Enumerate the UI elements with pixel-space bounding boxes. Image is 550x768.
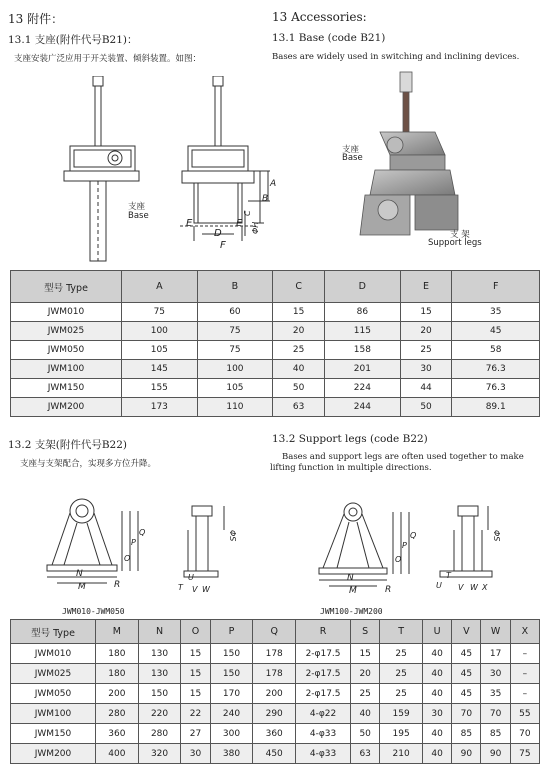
table-row bbox=[11, 322, 540, 341]
cell: 4-φ22 bbox=[296, 704, 351, 724]
cell: 75 bbox=[197, 322, 273, 341]
description-cn: 支座安装广泛应用于开关装置、倾斜装置。如图： bbox=[14, 54, 202, 64]
header-m: M bbox=[96, 620, 139, 644]
table-row bbox=[11, 704, 540, 724]
support-legs-dimension-table bbox=[10, 619, 540, 764]
legs-small-front-drawing bbox=[42, 495, 152, 590]
cell-type: JWM025 bbox=[11, 322, 122, 341]
base-dimension-table bbox=[10, 270, 540, 417]
dim-q2-label: Q bbox=[410, 531, 417, 540]
cell: 40 bbox=[422, 644, 451, 664]
cell: 15 bbox=[400, 303, 452, 322]
header-n: N bbox=[138, 620, 181, 644]
table-row bbox=[11, 724, 540, 744]
dim-u2-label: U bbox=[436, 581, 442, 590]
cell: 60 bbox=[197, 303, 273, 322]
cell: – bbox=[510, 684, 539, 704]
cell-type: JWM010 bbox=[11, 644, 96, 664]
dim-m-label: M bbox=[78, 582, 86, 590]
cell: 40 bbox=[422, 724, 451, 744]
header-d: D bbox=[325, 271, 401, 303]
section-title-cn: 13 附件： bbox=[8, 12, 64, 26]
cell: 15 bbox=[181, 664, 210, 684]
cell: 30 bbox=[181, 744, 210, 764]
cell-type: JWM100 bbox=[11, 704, 96, 724]
cell: 25 bbox=[400, 341, 452, 360]
cell: 180 bbox=[96, 644, 139, 664]
cell: 201 bbox=[325, 360, 401, 379]
cell: 320 bbox=[138, 744, 181, 764]
cell: 40 bbox=[422, 684, 451, 704]
cell: 30 bbox=[481, 664, 510, 684]
table-row bbox=[11, 360, 540, 379]
cell: 45 bbox=[452, 664, 481, 684]
cell: 280 bbox=[96, 704, 139, 724]
cell: 25 bbox=[351, 684, 380, 704]
cell: 27 bbox=[181, 724, 210, 744]
cell: 50 bbox=[273, 379, 325, 398]
cell: 50 bbox=[400, 398, 452, 417]
cell: 89.1 bbox=[452, 398, 540, 417]
base-label-cn: 支座 bbox=[128, 202, 146, 212]
cell: – bbox=[510, 664, 539, 684]
dim-q-label: Q bbox=[139, 528, 146, 537]
cell: 20 bbox=[351, 664, 380, 684]
dim-n-label: N bbox=[76, 569, 83, 579]
cell: 173 bbox=[122, 398, 198, 417]
legs-small-side-drawing bbox=[178, 500, 248, 595]
caption-small-models: JWM010-JWM050 bbox=[62, 607, 125, 616]
cell: 360 bbox=[253, 724, 296, 744]
cell: 90 bbox=[452, 744, 481, 764]
cell: 15 bbox=[181, 644, 210, 664]
cell: 224 bbox=[325, 379, 401, 398]
dim-s2-label: ΦS bbox=[492, 530, 501, 542]
table-row bbox=[11, 303, 540, 322]
dim-w2-label: W bbox=[470, 583, 478, 592]
cell: 63 bbox=[273, 398, 325, 417]
dim-d-label: D bbox=[214, 228, 222, 239]
table-row bbox=[11, 379, 540, 398]
cell: 300 bbox=[210, 724, 253, 744]
base-3d-label-en: Base bbox=[342, 153, 363, 163]
cell: 50 bbox=[351, 724, 380, 744]
table-row bbox=[11, 744, 540, 764]
cell-type: JWM050 bbox=[11, 684, 96, 704]
header-f: F bbox=[452, 271, 540, 303]
cell: 17 bbox=[481, 644, 510, 664]
cell: 2-φ17.5 bbox=[296, 664, 351, 684]
cell: 360 bbox=[96, 724, 139, 744]
base-label-en: Base bbox=[128, 211, 149, 221]
cell: 75 bbox=[197, 341, 273, 360]
header-a: A bbox=[122, 271, 198, 303]
cell: 55 bbox=[510, 704, 539, 724]
table-row bbox=[11, 398, 540, 417]
cell: 244 bbox=[325, 398, 401, 417]
cell: 20 bbox=[400, 322, 452, 341]
cell: 75 bbox=[122, 303, 198, 322]
cell-type: JWM200 bbox=[11, 398, 122, 417]
header-e: E bbox=[400, 271, 452, 303]
cell: 45 bbox=[452, 322, 540, 341]
cell: 210 bbox=[380, 744, 423, 764]
cell: 100 bbox=[197, 360, 273, 379]
cell: 40 bbox=[351, 704, 380, 724]
dim-phi-label: ΦH bbox=[251, 221, 260, 234]
cell: 30 bbox=[422, 704, 451, 724]
dim-p-label: P bbox=[131, 538, 136, 547]
cell: 85 bbox=[452, 724, 481, 744]
cell: 158 bbox=[325, 341, 401, 360]
cell: 4-φ33 bbox=[296, 744, 351, 764]
base-front-view-drawing bbox=[60, 76, 155, 266]
dim-n2-label: N bbox=[347, 573, 354, 583]
table-row bbox=[11, 644, 540, 664]
cell: 130 bbox=[138, 664, 181, 684]
dim-o-label: O bbox=[124, 554, 131, 563]
cell: 75 bbox=[510, 744, 539, 764]
cell: 70 bbox=[452, 704, 481, 724]
cell: 115 bbox=[325, 322, 401, 341]
dim-e-label-left: E bbox=[186, 218, 193, 229]
subsection2-title-cn: 13.2 支架(附件代号B22) bbox=[8, 439, 127, 451]
header-r: R bbox=[296, 620, 351, 644]
header-b: B bbox=[197, 271, 273, 303]
cell: 4-φ33 bbox=[296, 724, 351, 744]
cell: 170 bbox=[210, 684, 253, 704]
dim-r2-label: R bbox=[385, 585, 392, 595]
base-3d-label-cn: 支座 bbox=[342, 145, 360, 155]
cell-type: JWM100 bbox=[11, 360, 122, 379]
description2-cn: 支座与支架配合，实现多方位升降。 bbox=[20, 459, 157, 469]
cell: 280 bbox=[138, 724, 181, 744]
cell: 35 bbox=[481, 684, 510, 704]
cell: 178 bbox=[253, 644, 296, 664]
legs-large-side-drawing bbox=[430, 500, 510, 595]
cell: 155 bbox=[122, 379, 198, 398]
header-t: T bbox=[380, 620, 423, 644]
legs-3d-label-cn: 支 架 bbox=[450, 230, 470, 240]
cell: 20 bbox=[273, 322, 325, 341]
cell: 110 bbox=[197, 398, 273, 417]
cell: 450 bbox=[253, 744, 296, 764]
cell: 130 bbox=[138, 644, 181, 664]
cell: 220 bbox=[138, 704, 181, 724]
cell: 159 bbox=[380, 704, 423, 724]
description-en: Bases are widely used in switching and inclining devices. bbox=[272, 52, 520, 62]
header-o: O bbox=[181, 620, 210, 644]
cell: 45 bbox=[452, 684, 481, 704]
cell: 35 bbox=[452, 303, 540, 322]
dim-v-label: V bbox=[192, 585, 198, 594]
cell: 40 bbox=[273, 360, 325, 379]
cell: 76.3 bbox=[452, 360, 540, 379]
cell: 76.3 bbox=[452, 379, 540, 398]
cell: 200 bbox=[96, 684, 139, 704]
table-header-row bbox=[11, 620, 540, 644]
header-u: U bbox=[422, 620, 451, 644]
cell: 150 bbox=[138, 684, 181, 704]
cell: 240 bbox=[210, 704, 253, 724]
cell: 195 bbox=[380, 724, 423, 744]
subsection-title-en: 13.1 Base (code B21) bbox=[272, 32, 386, 44]
cell: 70 bbox=[510, 724, 539, 744]
dim-e-label-right: E bbox=[236, 218, 243, 229]
cell: 15 bbox=[273, 303, 325, 322]
cell: 86 bbox=[325, 303, 401, 322]
cell: 150 bbox=[210, 664, 253, 684]
table-header-row bbox=[11, 271, 540, 303]
cell: 145 bbox=[122, 360, 198, 379]
table-row bbox=[11, 664, 540, 684]
dim-m2-label: M bbox=[349, 586, 357, 595]
cell: 2-φ17.5 bbox=[296, 684, 351, 704]
cell: 15 bbox=[351, 644, 380, 664]
cell: 25 bbox=[380, 644, 423, 664]
cell: 100 bbox=[122, 322, 198, 341]
cell: 25 bbox=[380, 664, 423, 684]
dim-o2-label: O bbox=[395, 555, 402, 564]
cell: 44 bbox=[400, 379, 452, 398]
header-x: X bbox=[510, 620, 539, 644]
cell: 400 bbox=[96, 744, 139, 764]
dim-x2-label: X bbox=[482, 583, 488, 592]
header-v: V bbox=[452, 620, 481, 644]
cell: 85 bbox=[481, 724, 510, 744]
base-side-view-drawing bbox=[170, 76, 280, 251]
cell: 2-φ17.5 bbox=[296, 644, 351, 664]
cell: 380 bbox=[210, 744, 253, 764]
dim-p2-label: P bbox=[402, 541, 407, 550]
cell: 90 bbox=[481, 744, 510, 764]
dim-v2-label: V bbox=[458, 583, 464, 592]
caption-large-models: JWM100-JWM200 bbox=[320, 607, 383, 616]
table-row bbox=[11, 684, 540, 704]
cell: 290 bbox=[253, 704, 296, 724]
cell: 30 bbox=[400, 360, 452, 379]
table-row bbox=[11, 341, 540, 360]
cell: 45 bbox=[452, 644, 481, 664]
header-q: Q bbox=[253, 620, 296, 644]
cell: 70 bbox=[481, 704, 510, 724]
cell: 63 bbox=[351, 744, 380, 764]
cell: 105 bbox=[122, 341, 198, 360]
subsection-title-cn: 13.1 支座(附件代号B21)： bbox=[8, 34, 138, 46]
description2-en-line2: lifting function in multiple directions. bbox=[270, 463, 432, 473]
cell: 15 bbox=[181, 684, 210, 704]
header-type: 型号 Type bbox=[11, 620, 96, 644]
cell-type: JWM025 bbox=[11, 664, 96, 684]
dim-w-label: W bbox=[202, 585, 210, 594]
cell-type: JWM050 bbox=[11, 341, 122, 360]
dim-t-label: T bbox=[178, 583, 183, 592]
subsection2-title-en: 13.2 Support legs (code B22) bbox=[272, 433, 428, 445]
dim-t2-label: T bbox=[446, 571, 451, 580]
header-type: 型号 Type bbox=[11, 271, 122, 303]
dim-b-label: B bbox=[262, 194, 269, 204]
dim-r-label: R bbox=[114, 580, 121, 590]
base-3d-illustration bbox=[350, 70, 460, 245]
legs-3d-label-en: Support legs bbox=[428, 238, 482, 248]
cell-type: JWM200 bbox=[11, 744, 96, 764]
cell: 178 bbox=[253, 664, 296, 684]
cell: – bbox=[510, 644, 539, 664]
cell: 40 bbox=[422, 664, 451, 684]
cell: 200 bbox=[253, 684, 296, 704]
cell-type: JWM150 bbox=[11, 379, 122, 398]
header-w: W bbox=[481, 620, 510, 644]
dim-a-label: A bbox=[270, 179, 277, 189]
dim-u-label: U bbox=[188, 573, 194, 582]
dim-f-label: F bbox=[220, 240, 226, 251]
header-c: C bbox=[273, 271, 325, 303]
cell-type: JWM150 bbox=[11, 724, 96, 744]
description2-en-line1: Bases and support legs are often used together to make bbox=[282, 452, 524, 462]
legs-large-front-drawing bbox=[315, 500, 425, 595]
cell: 25 bbox=[380, 684, 423, 704]
header-s: S bbox=[351, 620, 380, 644]
cell: 22 bbox=[181, 704, 210, 724]
dim-s-label: ΦS bbox=[228, 530, 237, 542]
cell-type: JWM010 bbox=[11, 303, 122, 322]
dim-c-label: C bbox=[243, 210, 252, 216]
cell: 40 bbox=[422, 744, 451, 764]
cell: 180 bbox=[96, 664, 139, 684]
cell: 150 bbox=[210, 644, 253, 664]
cell: 105 bbox=[197, 379, 273, 398]
header-p: P bbox=[210, 620, 253, 644]
cell: 25 bbox=[273, 341, 325, 360]
section-title-en: 13 Accessories: bbox=[272, 10, 367, 24]
cell: 58 bbox=[452, 341, 540, 360]
